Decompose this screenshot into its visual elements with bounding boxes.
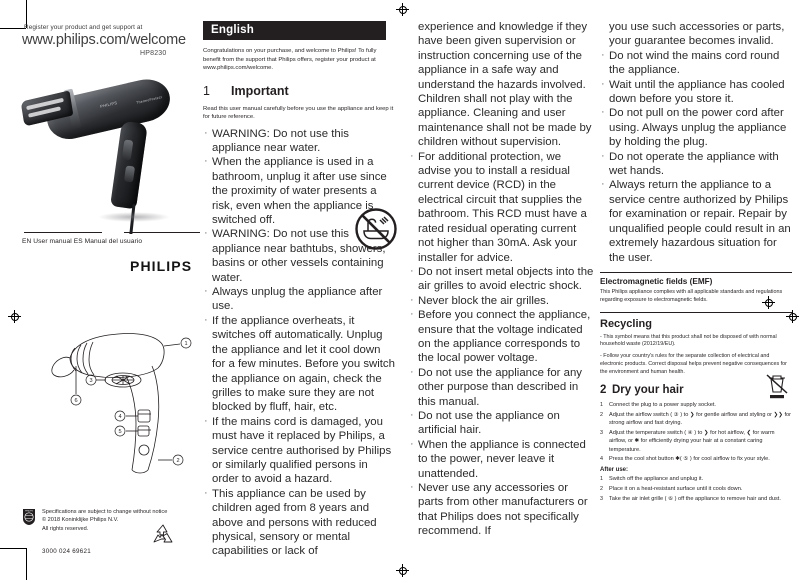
recycle-icon <box>150 522 176 546</box>
list-item: · Always unplug the appliance after use. <box>203 285 395 314</box>
language-line-text: EN User manual ES Manual del usuario <box>22 238 143 245</box>
list-item: Place it on a heat-resistant surface until it cools down. <box>609 486 743 493</box>
emf-paragraph: This Philips appliance complies with all applicable standards and regulations regarding exposure to electromagnetic fields. <box>600 288 783 303</box>
list-item: Adjust the temperature switch ( ④ ) to ❯ for hot airflow, ❮ for warm airflow, or ✱ for efficiently drying your hair at a constant caring temperature. <box>609 430 775 453</box>
list-item: Press the cool shot button ✱( ⑤ ) for cool airflow to fix your style. <box>609 456 770 463</box>
safety-bullets-column-1 <box>203 127 395 559</box>
cover-rule-left <box>24 232 102 233</box>
section-number: 1 <box>203 83 210 98</box>
list-item: · Do not use the appliance on artificial hair. <box>409 409 595 438</box>
list-item: · Do not insert metal objects into the air grilles to avoid electric shock. <box>409 265 595 294</box>
svg-text:3: 3 <box>89 378 93 384</box>
section-title: Important <box>231 83 289 98</box>
list-item: Take the air inlet grille ( ⑥ ) off the appliance to remove hair and dust. <box>609 495 781 502</box>
text-column-1 <box>203 20 395 559</box>
read-manual-lead: Read this user manual carefully before you use the appliance and keep it for future reference. <box>203 105 394 121</box>
list-item: · Wait until the appliance has cooled down before you store it. <box>600 78 792 107</box>
footer-line-2: © 2018 Koninklijke Philips N.V. <box>42 517 119 524</box>
list-item: Connect the plug to a power supply socket. <box>609 402 716 409</box>
svg-text:1: 1 <box>184 341 188 347</box>
list-item: · This appliance can be used by children aged from 8 years and above and persons with reduced physical, sensory or mental capabilities or lack of <box>203 487 395 559</box>
document-code: 3000 024 69621 <box>42 548 91 555</box>
svg-text:4: 4 <box>118 414 122 420</box>
model-number: HP8230 <box>140 50 167 57</box>
list-item: · Never block the air grilles. <box>409 294 595 308</box>
section-number: 2 <box>600 384 607 397</box>
list-item: · Do not pull on the power cord after using. Always unplug the appliance by holding the plug. <box>600 106 792 149</box>
list-item: Switch off the appliance and unplug it. <box>609 476 704 483</box>
recycling-paragraph-1: - This symbol means that this product shall not be disposed of with normal household waste (2012/19/EU). <box>600 333 777 348</box>
svg-text:PHILIPS: PHILIPS <box>25 510 33 513</box>
text-column-3 <box>600 20 792 505</box>
list-item: · When the appliance is connected to the power, never leave it unattended. <box>409 438 595 481</box>
text-column-2 <box>409 20 595 539</box>
register-prompt: Register your product and get support at <box>24 24 143 31</box>
safety-bullets-column-2 <box>409 150 595 539</box>
list-item: · Before you connect the appliance, ensure that the voltage indicated on the appliance corresponds to the local power voltage. <box>409 308 595 366</box>
section-title: Dry your hair <box>612 384 684 397</box>
product-photo: PHILIPS ThermoProtect <box>12 62 196 234</box>
list-item: · Do not wind the mains cord round the appliance. <box>600 49 792 78</box>
list-item: · WARNING: Do not use this appliance near water. <box>203 127 395 156</box>
list-item: · Always return the appliance to a service centre authorized by Philips for examination or repair. Repair by unqualified people could result in an extremely hazardous situation for the user. <box>600 178 792 264</box>
cover-rule-right <box>124 232 200 233</box>
no-bathtub-warning-icon <box>353 206 399 252</box>
weee-bin-icon <box>764 372 790 400</box>
after-use-heading: After use: <box>600 467 629 474</box>
emf-body <box>600 289 792 305</box>
footer-legal <box>42 508 202 533</box>
philips-logo: PHILIPS <box>130 258 193 274</box>
language-line <box>22 238 142 245</box>
svg-text:5: 5 <box>118 429 122 435</box>
philips-shield-logo <box>22 508 36 526</box>
list-item: · If the mains cord is damaged, you must have it replaced by Philips, a service centre authorised by Philips or similarly qualified persons in order to avoid a hazard. <box>203 415 395 487</box>
dry-hair-steps <box>600 401 792 463</box>
list-item: · When the appliance is used in a bathroom, unplug it after use since the proximity of water presents a risk, even when the appliance is switched off. <box>203 155 395 227</box>
list-item: Adjust the airflow switch ( ③ ) to ❯ for gentle airflow and styling or ❯❯ for strong airflow and fast drying. <box>609 412 791 427</box>
recycling-body <box>600 334 792 377</box>
list-item: · If the appliance overheats, it switches off automatically. Unplug the appliance and let it cool down for a few minutes. Before you switch the appliance on again, check the grilles to make sure they are not blocked by fluff, hair, etc. <box>203 314 395 415</box>
language-tab-english: English <box>203 21 386 40</box>
emf-heading: Electromagnetic fields (EMF) <box>600 276 713 286</box>
registration-mark-bottom <box>396 564 409 577</box>
svg-text:2: 2 <box>176 458 180 464</box>
continuation-paragraph: you use such accessories or parts, your guarantee becomes invalid. <box>609 21 785 48</box>
list-item: · For additional protection, we advise you to install a residual current device (RCD) in the electrical circuit that supplies the bathroom. This RCD must have a rated residual operating current not higher than 30mA. Ask your installer for advice. <box>409 150 595 265</box>
recycling-paragraph-2: - Follow your country's rules for the separate collection of electrical and electronic products. Correct disposal helps prevent negative consequences for the environment and human health. <box>600 353 787 375</box>
list-item: · WARNING: Do not use this appliance near bathtubs, showers, basins or other vessels containing water. <box>203 227 395 285</box>
safety-bullets-column-3 <box>600 49 792 265</box>
product-diagram <box>48 318 200 478</box>
intro-paragraph: Congratulations on your purchase, and welcome to Philips! To fully benefit from the support that Philips offers, register your product at www.philips.com/welcome. <box>203 48 377 72</box>
svg-text:6: 6 <box>74 398 78 404</box>
recycling-heading: Recycling <box>600 317 652 330</box>
cover-panel <box>0 0 200 580</box>
footer-line-1: Specifications are subject to change without notice <box>42 509 168 515</box>
registration-mark-top <box>396 3 409 16</box>
continuation-paragraph: experience and knowledge if they have been given supervision or instruction concerning use of the appliance in a safe way and understand the hazards involved. Children shall not play with the appliance. Cleaning and user maintenance shall not be made by children without supervision. <box>418 21 592 149</box>
after-use-steps <box>600 475 792 503</box>
list-item: · Never use any accessories or parts from other manufacturers or that Philips does not specifically recommend. If <box>409 481 595 539</box>
section-heading-important <box>203 84 395 98</box>
welcome-url: www.philips.com/welcome <box>22 32 186 48</box>
list-item: · Do not use the appliance for any other purpose than described in this manual. <box>409 366 595 409</box>
list-item: · Do not operate the appliance with wet hands. <box>600 150 792 179</box>
footer-line-3: All rights reserved. <box>42 525 89 532</box>
